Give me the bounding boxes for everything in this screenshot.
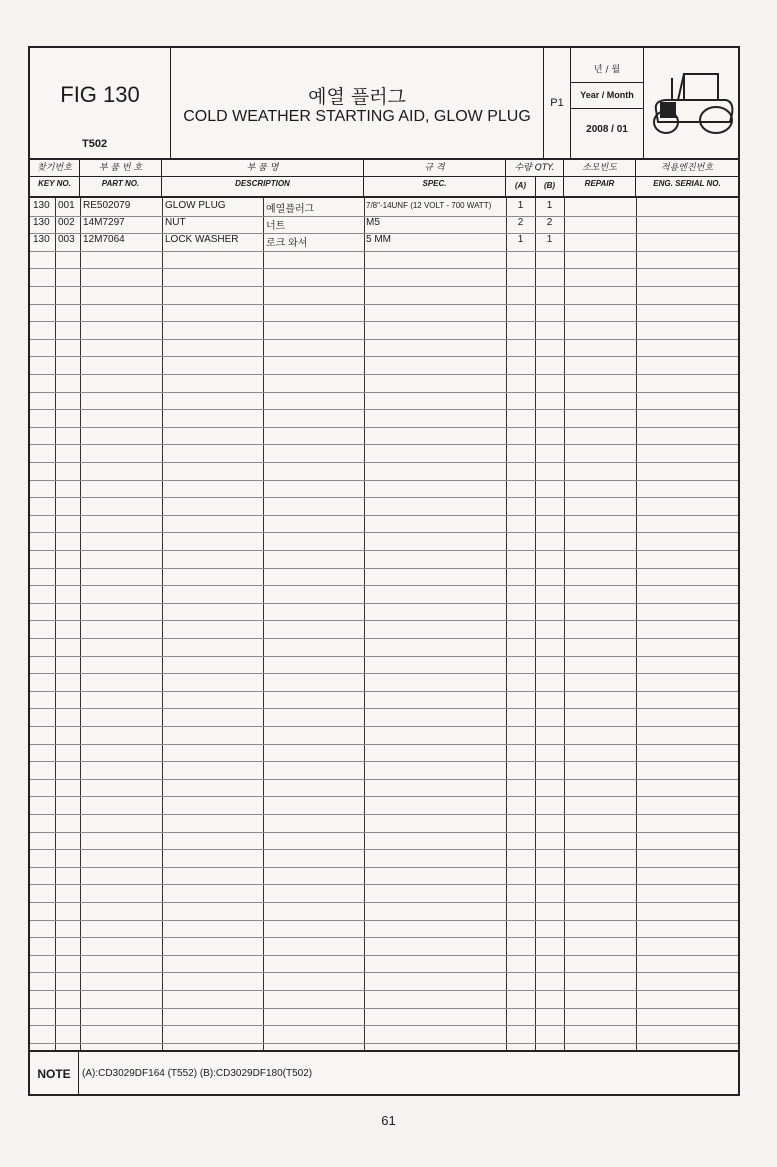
ruled-line [30, 656, 738, 657]
ruled-line [30, 902, 738, 903]
col-serial: 적용엔진번호 ENG. SERIAL NO. [636, 158, 738, 196]
ruled-line [30, 251, 738, 252]
table-row: 130 001 RE502079 GLOW PLUG 예열플러그 7/8"-14UNF (12 VOLT - 700 WATT) 1 1 [33, 200, 553, 215]
ruled-line [30, 409, 738, 410]
ruled-line [30, 216, 738, 217]
ruled-line [30, 708, 738, 709]
table-row: 130 003 12M7064 LOCK WASHER 로크 와셔 5 MM 1 1 [33, 234, 553, 249]
ruled-line [30, 832, 738, 833]
ruled-line [30, 761, 738, 762]
ruled-line [30, 620, 738, 621]
ruled-line [30, 673, 738, 674]
col-qty-a: (A) [506, 176, 536, 196]
date-label-korean: 년 / 월 [593, 65, 621, 75]
ruled-line [30, 568, 738, 569]
ruled-line [30, 990, 738, 991]
figure-label: FIG 130 [60, 82, 140, 107]
ruled-line [30, 374, 738, 375]
note-text: (A):CD3029DF164 (T552) (B):CD3029DF180(T502) [82, 1068, 313, 1079]
ruled-line [30, 233, 738, 234]
date-value: 2008 / 01 [586, 124, 628, 135]
ruled-line [30, 1008, 738, 1009]
ruled-line [30, 920, 738, 921]
figure-box [30, 48, 171, 158]
date-box [571, 48, 644, 158]
ruled-line [30, 462, 738, 463]
machine-image-box [644, 48, 738, 158]
note-label: NOTE [30, 1052, 79, 1096]
ruled-line [30, 497, 738, 498]
ruled-line [30, 1043, 738, 1044]
ruled-line [30, 356, 738, 357]
parts-table-body [30, 198, 738, 1050]
ruled-line [30, 304, 738, 305]
title-korean: 예열 플러그 [308, 86, 406, 108]
title-box [171, 48, 544, 158]
col-qty: 수량 QTY. (A) (B) [506, 158, 564, 196]
col-description: 부 품 명 DESCRIPTION [162, 158, 364, 196]
ruled-line [30, 444, 738, 445]
ruled-line [30, 867, 738, 868]
ruled-line [30, 638, 738, 639]
col-part: 부 품 번 호 PART NO. [80, 158, 162, 196]
ruled-line [30, 532, 738, 533]
column-header-row [30, 158, 738, 198]
date-label-english: Year / Month [580, 90, 634, 100]
ruled-line [30, 814, 738, 815]
col-key: 찾기번호 KEY NO. [30, 158, 80, 196]
col-spec: 규 격 SPEC. [364, 158, 506, 196]
ruled-line [30, 691, 738, 692]
title-english: COLD WEATHER STARTING AID, GLOW PLUG [183, 108, 531, 125]
ruled-line [30, 726, 738, 727]
note-section [30, 1050, 738, 1096]
ruled-line [30, 392, 738, 393]
ruled-line [30, 1025, 738, 1026]
ruled-line [30, 849, 738, 850]
ruled-line [30, 480, 738, 481]
ruled-line [30, 286, 738, 287]
ruled-line [30, 884, 738, 885]
ruled-line [30, 427, 738, 428]
ruled-line [30, 779, 738, 780]
parts-sheet [28, 46, 740, 1096]
ruled-line [30, 937, 738, 938]
col-repair: 소모빈도 REPAIR [564, 158, 636, 196]
page-code: P1 [544, 48, 571, 158]
figure-code: T502 [82, 138, 108, 150]
ruled-line [30, 515, 738, 516]
page-number: 61 [381, 1113, 396, 1128]
ruled-line [30, 796, 738, 797]
ruled-line [30, 268, 738, 269]
ruled-line [30, 550, 738, 551]
tractor-icon [648, 70, 736, 136]
col-qty-b: (B) [543, 181, 556, 190]
ruled-line [30, 744, 738, 745]
sheet-header [30, 48, 738, 160]
ruled-line [30, 972, 738, 973]
table-row: 130 002 14M7297 NUT 너트 M5 2 2 [33, 217, 553, 232]
ruled-line [30, 321, 738, 322]
ruled-line [30, 603, 738, 604]
ruled-line [30, 339, 738, 340]
ruled-line [30, 585, 738, 586]
ruled-line [30, 955, 738, 956]
